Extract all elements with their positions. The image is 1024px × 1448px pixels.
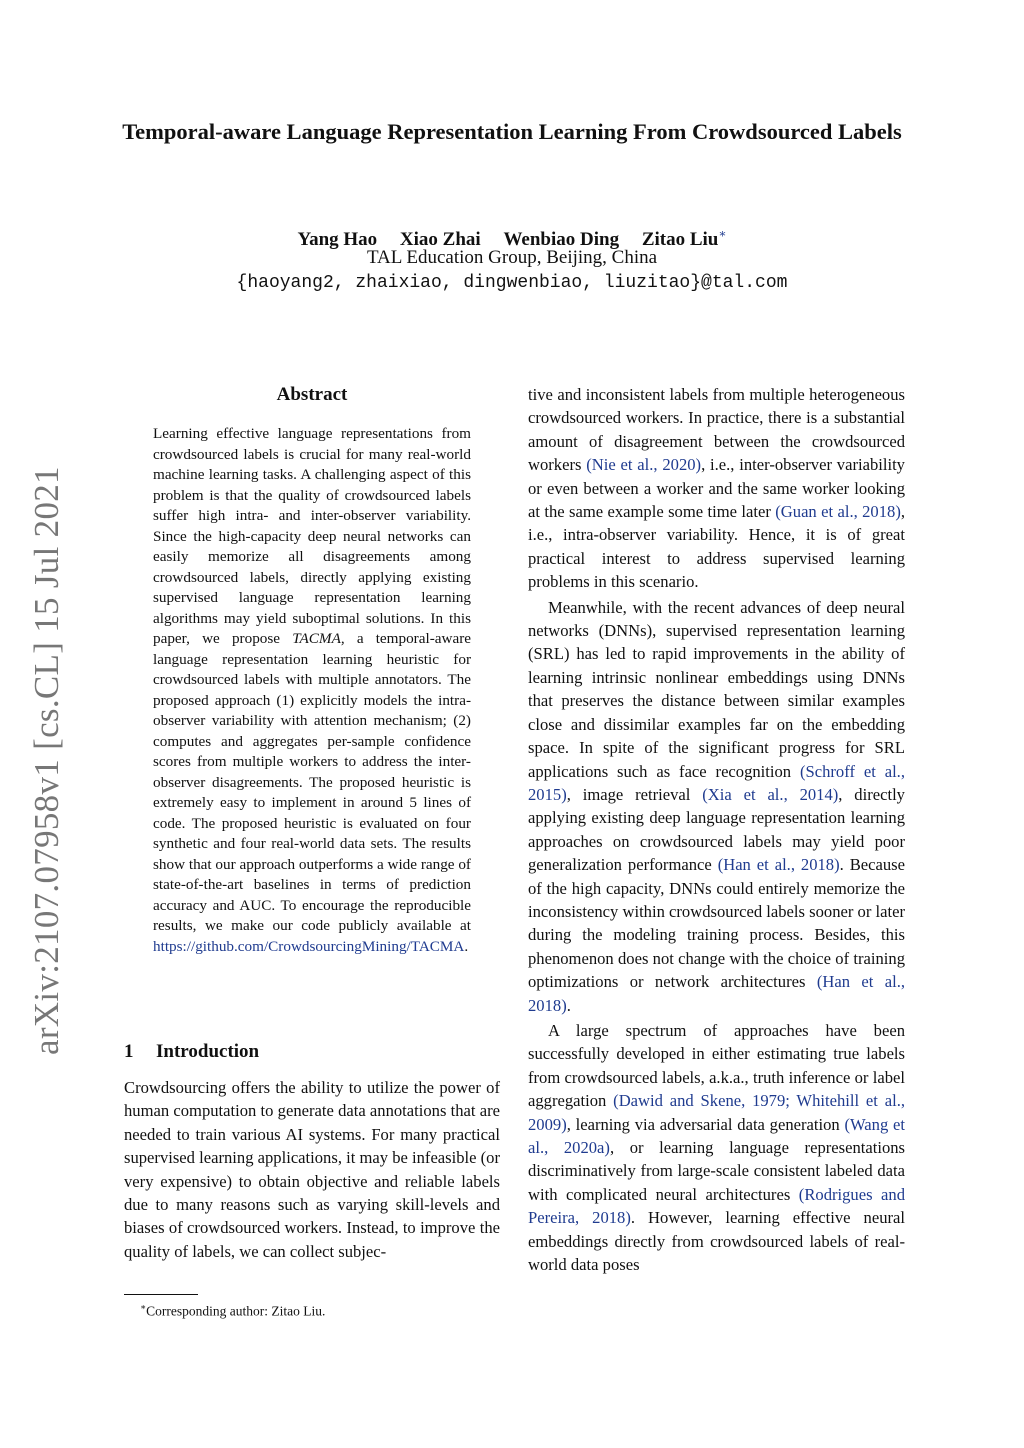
paper-title: Temporal-aware Language Representation Learning From Crowdsourced Labels — [122, 119, 902, 144]
affiliation: TAL Education Group, Beijing, China — [366, 247, 658, 268]
paragraph: Meanwhile, with the recent advances of deep neural networks (DNNs), supervised representation learning (SRL) has led to rapid improvements in the ability of learning intrinsic nonlinear embeddings using DNNs that preserves the distance between similar examples close and dissimilar examples far on the embedding space. In spite of the significant progress for SRL applications such as face recognition (Schroff et al., 2015), image retrieval (Xia et al., 2014), directly applying existing deep language representation learning approaches on crowdsourced labels may yield poor generalization performance (Han et al., 2018). Because of the high capacity, DNNs could entirely memorize the inconsistency within crowdsourced labels sooner or later during the modeling training process. Besides, this phenomenon does not change with the choice of training optimizations or network architectures (Han et al., 2018). — [528, 597, 906, 1015]
footnote-rule — [124, 1294, 198, 1295]
abstract-heading: Abstract — [276, 384, 348, 405]
method-name: TACMA — [292, 630, 341, 647]
right-column-text — [528, 383, 905, 1276]
citation-link[interactable]: (Nie et al., 2020) — [586, 455, 702, 475]
author-name: Yang Hao — [297, 229, 378, 251]
citation-link[interactable]: (Han et al., 2018) — [528, 972, 906, 1015]
abstract-text: Learning effective language representations from crowdsourced labels is crucial for many real-world machine learning tasks. A challenging aspect of this problem is that the quality of crowdsourced labels suffer high intra- and inter-observer variability. Since the high-capacity deep neural networks can easily memorize all disagreements among crowdsourced labels, directly applying existing supervised language representation learning algorithms may yield suboptimal solutions. In this paper, we propose TACMA, a temporal-aware language representation learning heuristic for crowdsourced labels with multiple annotators. The proposed approach (1) explicitly models the intra-observer variability with attention mechanism; (2) computes and aggregates per-sample confidence scores from multiple workers to address the inter-observer disagreements. The proposed heuristic is extremely easy to implement in around 5 lines of code. The proposed heuristic is evaluated on four synthetic and four real-world data sets. The results show that our approach outperforms a wide range of state-of-the-art baselines in terms of prediction accuracy and AUC. To encourage the reproducible results, we make our code publicly available at https://github.com/CrowdsourcingMining/TACMA. — [153, 425, 472, 955]
section-heading-introduction: 1 Introduction — [124, 1041, 260, 1062]
intro-paragraph: Crowdsourcing offers the ability to utilize the power of human computation to generate data annotations that are needed to train various AI systems. For many practical supervised learning applications, it may be infeasible (or very expensive) to obtain objective and reliable labels due to many reasons such as varying skill-levels and biases of crowdsourced workers. Instead, to improve the quality of labels, we can collect subjec- — [124, 1078, 501, 1261]
citation-link[interactable]: (Wang et al., 2020a) — [528, 1114, 905, 1157]
footnote: ∗Corresponding author: Zitao Liu. — [140, 1302, 326, 1319]
corresponding-author-mark[interactable]: ∗ — [718, 227, 727, 241]
author-name: Zitao Liu∗ — [641, 227, 727, 251]
citation-link[interactable]: (Xia et al., 2014) — [702, 784, 839, 804]
citation-link[interactable]: (Rodrigues and Pereira, 2018) — [528, 1184, 905, 1228]
author-name: Wenbiao Ding — [503, 229, 620, 251]
citation-link[interactable]: (Schroff et al., 2015) — [528, 761, 905, 804]
paragraph: tive and inconsistent labels from multiple heterogeneous crowdsourced workers. In practice, there is a substantial amount of disagreement between the crowdsourced workers (Nie et al., 2020), i.e., inter-observer variability or even between a worker and the same worker looking at the same example some time later (Guan et al., 2018), i.e., intra-observer variability. Hence, it is of great practical interest to address supervised learning problems in this scenario. — [528, 385, 906, 592]
citation-link[interactable]: (Dawid and Skene, 1979; Whitehill et al., 2009) — [528, 1091, 906, 1134]
author-name: Xiao Zhai — [399, 229, 481, 251]
citation-link[interactable]: (Han et al., 2018) — [717, 855, 840, 875]
arxiv-stamp: arXiv:2107.07958v1 [cs.CL] 15 Jul 2021 — [27, 466, 66, 1055]
citation-link[interactable]: (Guan et al., 2018) — [775, 502, 901, 522]
paragraph: A large spectrum of approaches have been successfully developed in either estimating true labels from crowdsourced labels, a.k.a., truth inference or label aggregation (Dawid and Skene, 1979; Whitehill et al., 2009), learning via adversarial data generation (Wang et al., 2020a), or learning language representations discriminatively from large-scale consistent labeled data with complicated neural architectures (Rodrigues and Pereira, 2018). However, learning effective neural embeddings directly from crowdsourced labels of real-world data poses — [528, 1020, 906, 1275]
author-emails: {haoyang2, zhaixiao, dingwenbiao, liuzitao}@tal.com — [236, 273, 788, 293]
code-url-link[interactable]: https://github.com/CrowdsourcingMining/TACMA — [153, 937, 465, 955]
